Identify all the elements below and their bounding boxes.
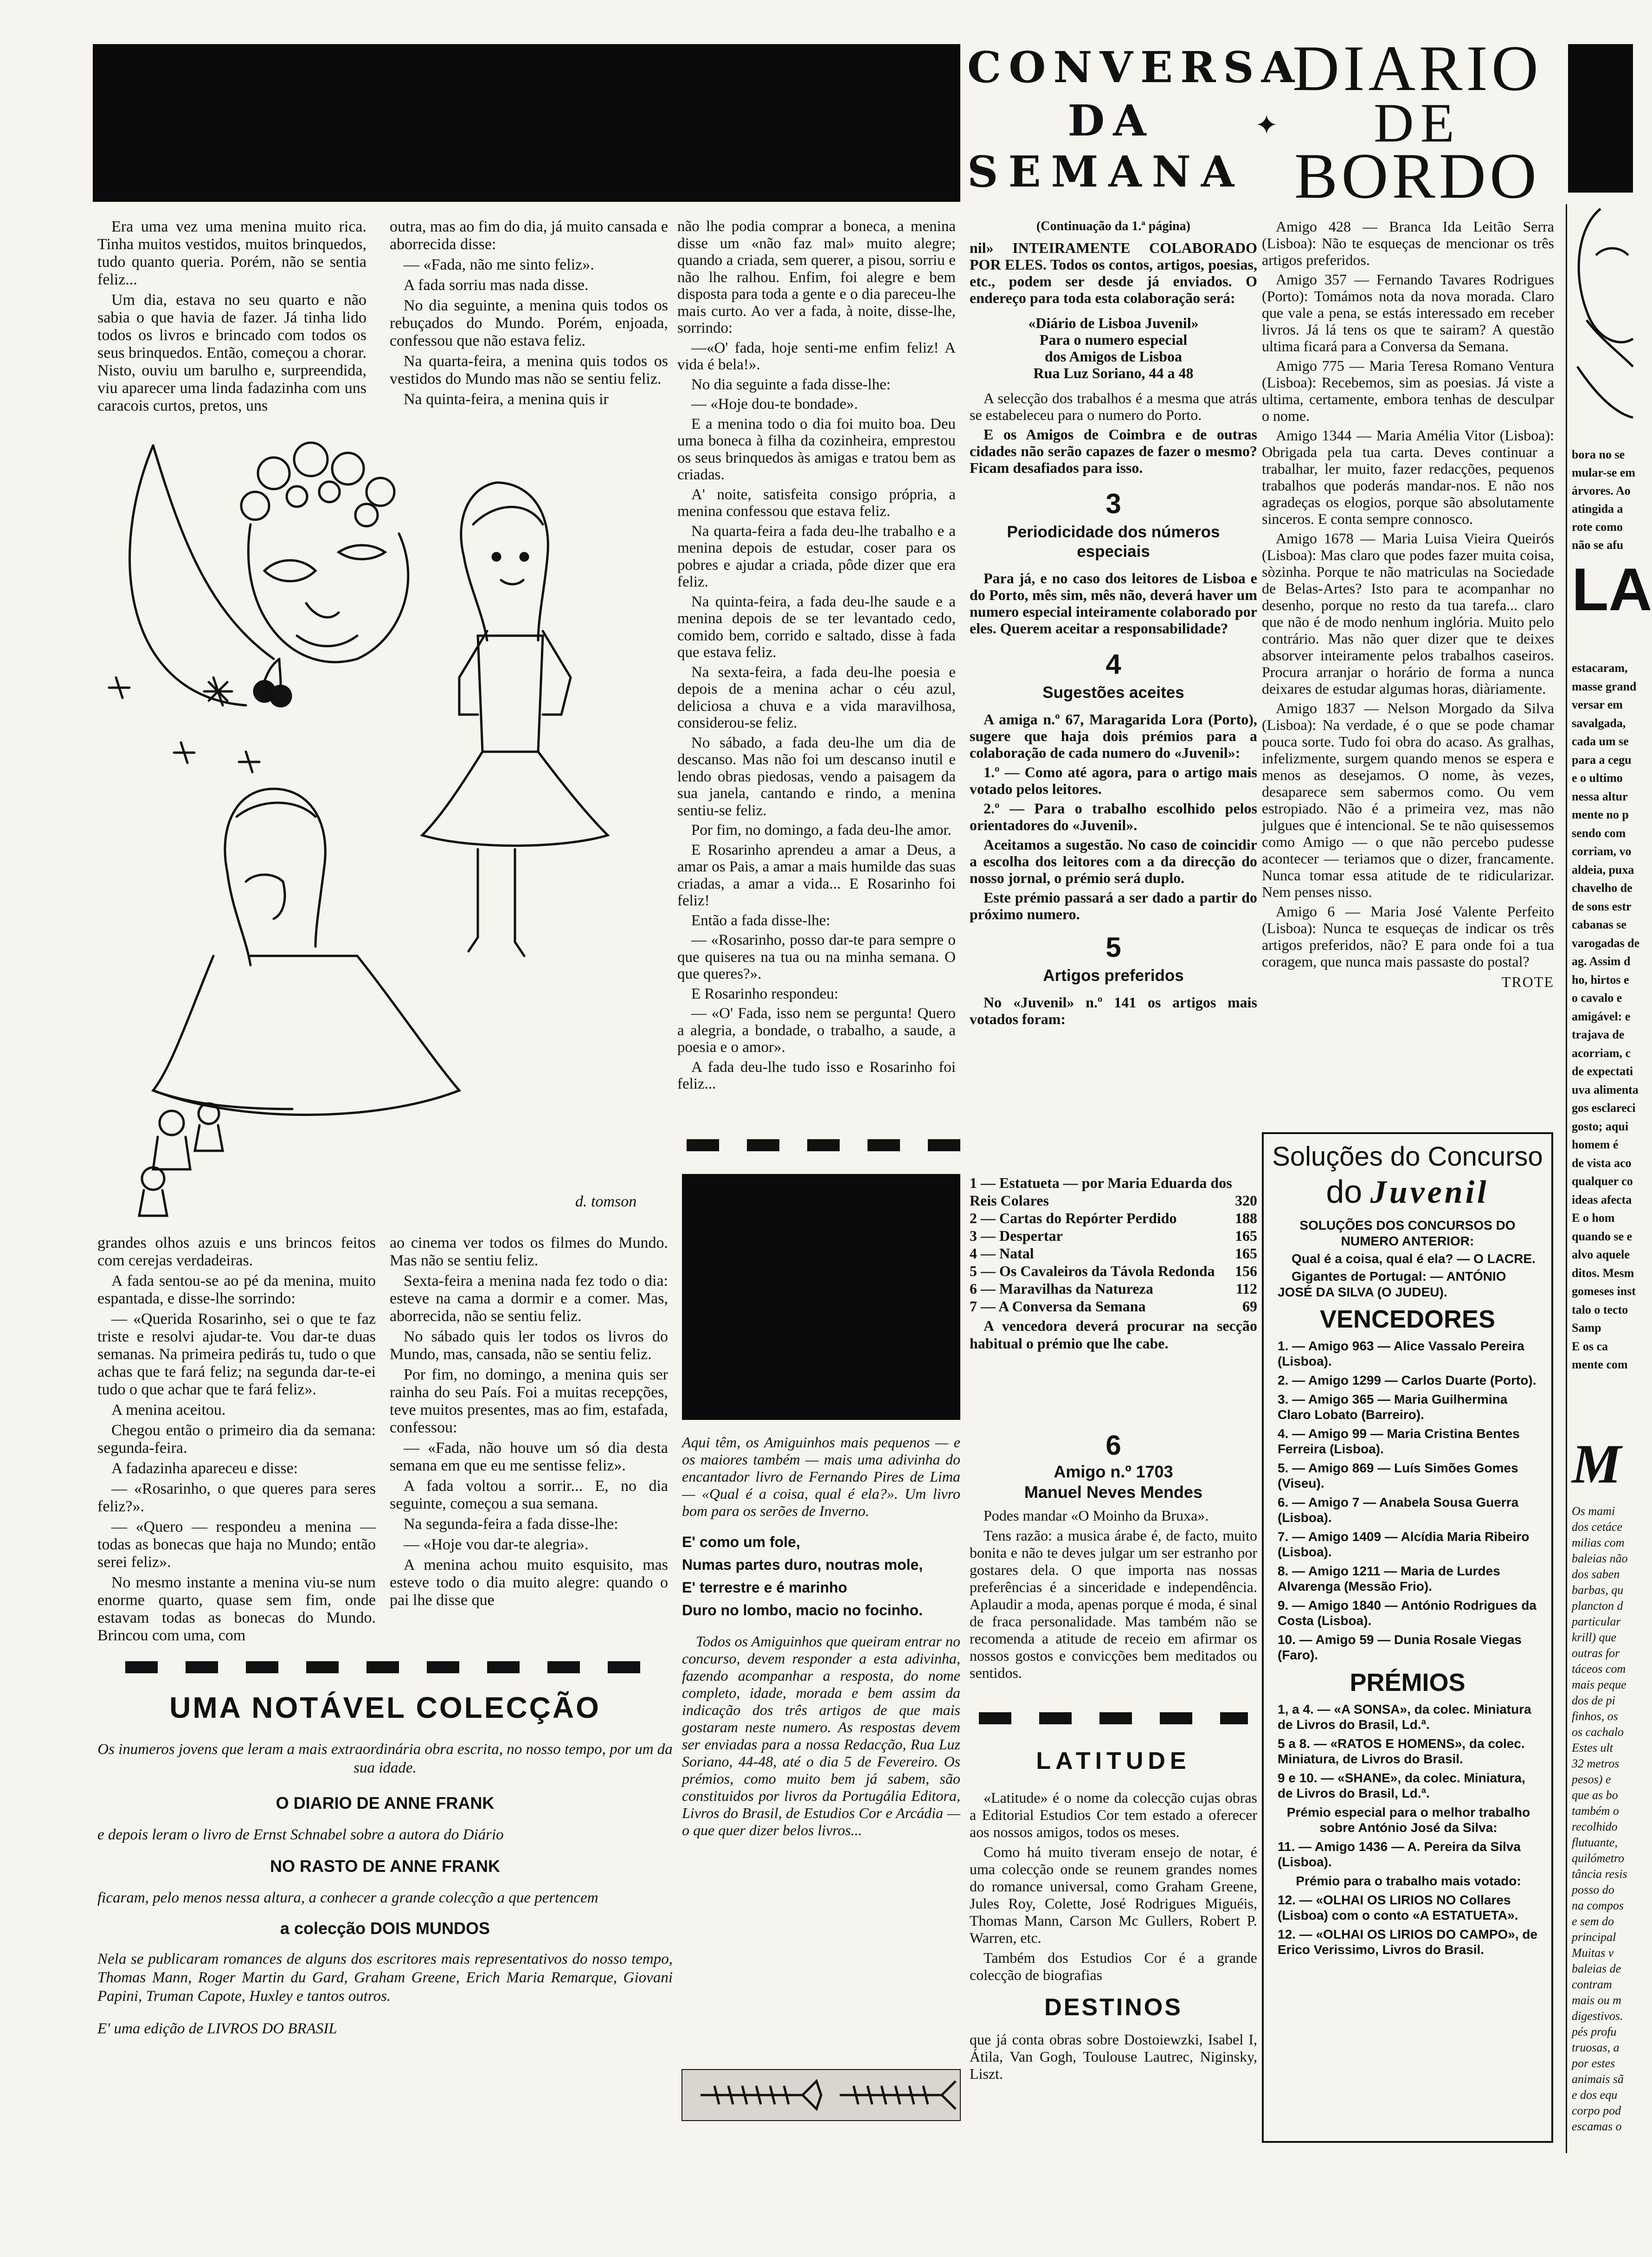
conversa-title-line1: CONVERSA — [967, 42, 1302, 92]
story-col2-top — [390, 218, 668, 411]
edge-line: tância resis — [1572, 1867, 1627, 1881]
edge-line: trajava de — [1572, 1028, 1625, 1041]
edge-line: contram — [1572, 1978, 1612, 1991]
story-col1-top — [97, 218, 366, 418]
solucoes-title-line1: Soluções do Concurso — [1272, 1141, 1543, 1172]
edge-line: ag. Assim d — [1572, 954, 1631, 968]
edge-line: amigável: e — [1572, 1009, 1631, 1023]
story-paragraph: A fada sorriu mas nada disse. — [404, 277, 589, 294]
edge-line: aldeia, puxa — [1572, 863, 1634, 877]
conversa-paragraph: 1.º — Como até agora, para o artigo mais votado pelos leitores. — [970, 764, 1257, 797]
ad-colecao-line1: Os inumeros jovens que leram a mais extraordinária obra escrita, no nosso tempo, por um da sua idade. — [97, 1741, 673, 1776]
solucoes-title-do: do — [1326, 1174, 1363, 1210]
story-paragraph: No dia seguinte, a menina quis todos os rebuçados do Mundo. Porém, enjoada, confessou que não estava feliz. — [390, 297, 668, 349]
edge-line: por estes — [1572, 2057, 1615, 2070]
edge-line: pés profu — [1572, 2025, 1617, 2038]
edge-line: E o hom — [1572, 1211, 1615, 1225]
conversa-paragraph: Tens razão: a musica árabe é, de facto, muito bonita e não te deves julgar um ser estranho por gostares dela. O que importa nas nossas preferências é a sinceridade e independência. Aplaudir a moda, apenas porque é moda, é sinal de fraca personalidade. Mas também não se recomenda a atitude de receio em afirmar os nossos gostos e convicções bem meditados ou sentidos. — [970, 1527, 1257, 1681]
solucoes-title-juvenil: Juvenil — [1370, 1174, 1489, 1210]
edge-line: recolhido — [1572, 1820, 1618, 1833]
edge-line: mular-se em — [1572, 466, 1635, 479]
edge-line: os cachalo — [1572, 1725, 1624, 1739]
story-illustration — [97, 418, 673, 1225]
edge-line: dos cetáce — [1572, 1520, 1623, 1534]
vencedores-title: VENCEDORES — [1319, 1305, 1496, 1333]
edge-line: Estes ult — [1572, 1741, 1613, 1754]
ad-colecao-line4: Nela se publicaram romances de alguns dos escritores mais representativos do nosso tempo, Thomas Mann, Roger Martin du Gard, Graham Greene, Erich Maria Remarque, Giovani Papini, Truman Capote, Huxley e tantos outros. — [97, 1951, 673, 2005]
prize-entry: 9 e 10. — «SHANE», da colec. Miniatura, de Livros do Brasil, Ld.ª. — [1278, 1771, 1525, 1800]
column-rule — [1566, 204, 1567, 2153]
diario-entry: Amigo 1344 — Maria Amélia Vitor (Lisboa): Obrigada pela tua carta. Deves continuar a trabalhar, ler muito, fazer redacções, pequenos trabalhos que poderás mandar-nos. E não nos agradeças os elogios, porque são absolutamente sinceros. E conta sempre connosco. — [1262, 427, 1554, 527]
story-paragraph: — «O' Fada, isso nem se pergunta! Quero a alegria, a bondade, o trabalho, a saude, a poesia e o amor». — [677, 1005, 956, 1056]
vencedores-list — [1278, 1338, 1539, 1663]
section-heading: Sugestões aceites — [1042, 684, 1184, 702]
edge-line: corpo pod — [1572, 2104, 1621, 2117]
edge-line: estacaram, — [1572, 661, 1628, 675]
latitude-paragraph: Como há muito tiveram ensejo de notar, é uma colecção onde se reunem grandes nomes do romance universal, como Graham Greene, Jules Roy, Colette, José Rodrigues Miguéis, Thomas Mann, Carson Mc Gullers, Robert P. Warren, etc. — [970, 1844, 1257, 1946]
edge-line: táceos com — [1572, 1662, 1626, 1676]
diario-entry: Amigo 428 — Branca Ida Leitão Serra (Lisboa): Não te esqueças de mencionar os três artigos preferidos. — [1262, 218, 1554, 268]
edge-line: na compos — [1572, 1899, 1624, 1912]
edge-line: Os mami — [1572, 1504, 1615, 1518]
edge-col-top — [1572, 445, 1633, 554]
edge-line: sendo com — [1572, 826, 1626, 840]
winner-entry: 6. — Amigo 7 — Anabela Sousa Guerra (Lisboa). — [1278, 1495, 1519, 1525]
winner-entry: 1. — Amigo 963 — Alice Vassalo Pereira (Lisboa). — [1278, 1339, 1524, 1368]
ranking-row — [970, 1297, 1257, 1315]
story-paragraph: — «Hoje dou-te bondade». — [691, 396, 858, 413]
adivinha-column — [682, 1434, 960, 1842]
edge-line: também o — [1572, 1804, 1619, 1818]
ranking-label: 3 — Despertar — [970, 1227, 1063, 1244]
ranking-votes: 320 — [1235, 1192, 1257, 1209]
dashed-divider — [125, 1661, 649, 1673]
ranking-votes: 156 — [1235, 1263, 1257, 1279]
story-paragraph: A menina achou muito esquisito, mas esteve todo o dia muito alegre: quando o pai lhe disse que — [390, 1556, 668, 1609]
edge-big-heading: LA — [1572, 555, 1652, 623]
story-paragraph: E a menina todo o dia foi muito boa. Deu uma boneca à filha da cozinheira, emprestou os seus brinquedos às amigas e tratou bem as criadas. — [677, 415, 956, 483]
ad-colecao-line2: e depois leram o livro de Ernst Schnabel sobre a autora do Diário — [97, 1826, 504, 1843]
riddle-line: Duro no lombo, macio no focinho. — [682, 1602, 923, 1619]
ranking-row — [970, 1209, 1257, 1227]
edge-line: outras for — [1572, 1646, 1620, 1660]
edge-line: savalgada, — [1572, 716, 1626, 730]
section-number: 4 — [1106, 649, 1121, 680]
conversa-paragraph: A amiga n.º 67, Maragarida Lora (Porto), sugere que haja dois prémios para a colaboração de cada numero do «Juvenil»: — [970, 711, 1257, 761]
story-col1-bottom — [97, 1234, 376, 1647]
ranking-row — [970, 1262, 1257, 1280]
winner-entry: 2. — Amigo 1299 — Carlos Duarte (Porto). — [1278, 1373, 1536, 1387]
ad-colecao-head1: O DIARIO DE ANNE FRANK — [276, 1793, 495, 1812]
solucoes-box — [1262, 1132, 1553, 2143]
diario-entry: Amigo 6 — Maria José Valente Perfeito (Lisboa): Nunca te esqueças de indicar os três artigos preferidos, não? E para onde foi a tua coragem, que nunca mais passaste do postal? — [1262, 903, 1554, 970]
ranking-row — [970, 1227, 1257, 1245]
story-paragraph: No mesmo instante a menina viu-se num enorme quarto, quase sem fim, onde estavam todas as bonecas do Mundo. Brincou com uma, com — [97, 1574, 376, 1644]
address-line: «Diário de Lisboa Juvenil» — [1028, 315, 1199, 331]
fairy-curls — [241, 443, 394, 526]
conversa-paragraph: Aceitamos a sugestão. No caso de coincidir a escolha dos leitores com a da direcção do nosso jornal, o prémio será duplo. — [970, 836, 1257, 886]
edge-line: árvores. Ao — [1572, 484, 1631, 497]
edge-line: chavelho de — [1572, 881, 1633, 895]
conversa-paragraph: No «Juvenil» n.º 141 os artigos mais votados foram: — [970, 994, 1257, 1027]
story-paragraph: outra, mas ao fim do dia, já muito cansada e aborrecida disse: — [390, 218, 668, 253]
ad-colecao-head2: NO RASTO DE ANNE FRANK — [270, 1857, 501, 1876]
edge-line: quando se e — [1572, 1229, 1633, 1243]
edge-line: de expectati — [1572, 1064, 1633, 1078]
riddle-line: E' terrestre e é marinho — [682, 1579, 848, 1596]
prize-entry: Prémio para o trabalho mais votado: — [1296, 1874, 1521, 1888]
section-number: 5 — [1106, 932, 1121, 963]
story-paragraph: — «Hoje vou dar-te alegria». — [404, 1536, 589, 1553]
story-paragraph: Por fim, no domingo, a menina quis ser rainha do seu País. Foi a muitas recepções, teve muitos presentes, mas ao fim, estafada, confessou: — [390, 1366, 668, 1436]
diario-title-line3: BORDO — [1294, 140, 1541, 212]
edge-line: nessa altur — [1572, 789, 1628, 803]
ranking-list — [970, 1174, 1257, 1352]
prize-entry: Prémio especial para o melhor trabalho sobre António José da Silva: — [1286, 1805, 1530, 1835]
conversa-column — [970, 218, 1257, 1030]
prize-entry: 11. — Amigo 1436 — A. Pereira da Silva (Lisboa). — [1278, 1839, 1521, 1869]
conversa-paragraph: 2.º — Para o trabalho escolhido pelos orientadores do «Juvenil». — [970, 800, 1257, 833]
edge-line: e dos equ — [1572, 2088, 1618, 2102]
section-heading: Manuel Neves Mendes — [1024, 1483, 1203, 1502]
ranking-votes: 165 — [1235, 1227, 1257, 1244]
edge-line: ditos. Mesm — [1572, 1266, 1634, 1280]
solucoes-title-line2 — [1264, 1173, 1551, 1211]
edge-line: atingida a — [1572, 502, 1623, 516]
edge-line: de sons estr — [1572, 899, 1632, 913]
edge-line: bora no se — [1572, 448, 1625, 461]
edge-line: finhos, os — [1572, 1709, 1618, 1723]
edge-line: e sem do — [1572, 1915, 1614, 1928]
ranking-label: 4 — Natal — [970, 1245, 1034, 1262]
edge-line: posso do — [1572, 1883, 1614, 1896]
continuation-note: (Continuação da 1.ª página) — [1036, 219, 1190, 233]
ad-colecao — [97, 1689, 673, 2038]
story-paragraph: A fada deu-lhe tudo isso e Rosarinho foi feliz... — [677, 1058, 956, 1092]
prize-entry: 5 a 8. — «RATOS E HOMENS», da colec. Miniatura, de Livros do Brasil. — [1278, 1736, 1525, 1766]
ranking-row — [970, 1174, 1257, 1209]
address-line: dos Amigos de Lisboa — [1044, 348, 1183, 365]
diario-entry: Amigo 775 — Maria Teresa Romano Ventura (Lisboa): Recebemos, sim as poesias. Já viste a ultima, certamente, embora tenhas de desculpar o nome. — [1262, 357, 1554, 424]
ranking-votes: 69 — [1242, 1298, 1257, 1315]
edge-line: Muitas v — [1572, 1946, 1614, 1960]
ranking-votes: 188 — [1235, 1210, 1257, 1226]
diario-entry: Amigo 1678 — Maria Luisa Vieira Queirós (Lisboa): Mas claro que podes fazer muita coisa, sòzinha. Porque te não matriculas na Sociedade de Belas-Artes? Isto para te acompanhar no desenho, porque no resto da tua tarefa... claro que não é de modo nenhum inglória. Muito pelo contrário. Mas não quer dizer que te deixes absorver inteiramente pelos trabalhos caseiros. Procura arranjar o horário de forma a nunca deixares de estudar algumas horas, diàriamente. — [1262, 530, 1554, 697]
story-paragraph: — «Quero — respondeu a menina — todas as bonecas que haja no Mundo; então serei feliz». — [97, 1518, 376, 1571]
story-paragraph: No dia seguinte a fada disse-lhe: — [691, 376, 891, 393]
winner-entry: 4. — Amigo 99 — Maria Cristina Bentes Ferreira (Lisboa). — [1278, 1426, 1520, 1456]
edge-line: homem é — [1572, 1138, 1619, 1151]
solucoes-answer: Gigantes de Portugal: — ANTÓNIO JOSÉ DA SILVA (O JUDEU). — [1278, 1269, 1506, 1299]
ranking-label: 5 — Os Cavaleiros da Távola Redonda — [970, 1263, 1215, 1279]
latitude-column — [970, 1745, 1257, 2085]
story-paragraph: Sexta-feira a menina nada fez todo o dia: esteve na cama a dormir e a comer. Mas, aborrecida, não se sentiu feliz. — [390, 1272, 668, 1325]
edge-line: dos de pi — [1572, 1694, 1615, 1707]
edge-line: cada um se — [1572, 735, 1629, 748]
edge-line: uva alimenta — [1572, 1083, 1639, 1096]
edge-line: corriam, vo — [1572, 845, 1632, 858]
edge-line: e o ultimo — [1572, 771, 1623, 785]
destinos-title: DESTINOS — [1044, 1994, 1183, 2021]
latitude-paragraph: Também dos Estudios Cor é a grande colecção de biografias — [970, 1949, 1257, 1983]
story-paragraph: Era uma vez uma menina muito rica. Tinha muitos vestidos, muitos brinquedos, tudo quanto queria. Porém, não se sentia feliz... — [97, 218, 366, 288]
edge-line: gos esclareci — [1572, 1101, 1636, 1115]
edge-line: talo o tecto — [1572, 1303, 1628, 1316]
conversa-paragraph: E os Amigos de Coimbra e de outras cidades não serão capazes de fazer o mesmo? Ficam desafiados para isso. — [970, 426, 1257, 476]
edge-line: alvo aquele — [1572, 1248, 1630, 1261]
edge-line: acorriam, c — [1572, 1046, 1631, 1060]
diario-title-line1: DIARIO — [1292, 32, 1542, 104]
edge-line: de vista aco — [1572, 1156, 1632, 1170]
edge-line: digestivos. — [1572, 2009, 1623, 2023]
ad-colecao-title: UMA NOTÁVEL COLECÇÃO — [169, 1691, 601, 1724]
section-heading: Periodicidade dos números especiais — [1007, 523, 1220, 561]
ranking-label: 6 — Maravilhas da Natureza — [970, 1280, 1153, 1297]
conversa-paragraph: Podes mandar «O Moinho da Bruxa». — [983, 1507, 1209, 1524]
star-sparkle-icons — [109, 677, 259, 772]
edge-line: para a cegu — [1572, 753, 1632, 767]
conversa-title-line2: DA — [1067, 96, 1155, 146]
ranking-label: 2 — Cartas do Repórter Perdido — [970, 1210, 1177, 1226]
story-paragraph: — «Rosarinho, o que queres para seres feliz?». — [97, 1480, 376, 1515]
edge-line: Samp — [1572, 1321, 1601, 1335]
fairy-face-outline — [248, 524, 408, 662]
diario-title-line2: DE — [1374, 92, 1461, 154]
story-paragraph: —«O' fada, hoje senti-me enfim feliz! A vida é bela!». — [677, 339, 956, 373]
story-paragraph: Um dia, estava no seu quarto e não sabia o que havia de fazer. Já tinha lido todos os livros e brincado com todos os seus brinquedos. Então, começou a chorar. Nisto, ouviu um barulho e, surpreendida, viu aparecer uma linda fadazinha com uns caracois curtos, pretos, uns — [97, 291, 366, 414]
story-paragraph: Na segunda-feira a fada disse-lhe: — [404, 1515, 618, 1533]
premios-title: PRÉMIOS — [1350, 1669, 1466, 1696]
winner-entry: 9. — Amigo 1840 — António Rodrigues da Costa (Lisboa). — [1278, 1598, 1536, 1628]
edge-big-m: M — [1572, 1433, 1621, 1495]
edge-line: flutuante, — [1572, 1836, 1618, 1849]
edge-face-illustration — [1568, 200, 1633, 422]
conversa-paragraph: Este prémio passará a ser dado a partir do próximo numero. — [970, 889, 1257, 922]
latitude-paragraph: «Latitude» é o nome da colecção cujas obras a Editorial Estudios Cor tem estado a oferecer aos nossos amigos, todos os meses. — [970, 1789, 1257, 1840]
story-paragraph: ao cinema ver todos os filmes do Mundo. Mas não se sentiu feliz. — [390, 1234, 668, 1269]
edge-line: qualquer co — [1572, 1174, 1633, 1188]
story-paragraph: Chegou então o primeiro dia da semana: segunda-feira. — [97, 1422, 376, 1457]
star-ornament-icon: ✦ — [1255, 110, 1279, 141]
conversa-paragraph: nil» INTEIRAMENTE COLABORADO POR ELES. Todos os contos, artigos, poesias, etc., podem ser desde já enviados. O endereço para toda esta colaboração será: — [970, 239, 1257, 306]
winner-entry: 7. — Amigo 1409 — Alcídia Maria Ribeiro (Lisboa). — [1278, 1529, 1530, 1559]
address-line: Para o numero especial — [1039, 331, 1188, 348]
winner-entry: 8. — Amigo 1211 — Maria de Lurdes Alvarenga (Messão Frio). — [1278, 1564, 1500, 1593]
winner-entry: 3. — Amigo 365 — Maria Guilhermina Claro Lobato (Barreiro). — [1278, 1392, 1508, 1422]
story-paragraph: Então a fada disse-lhe: — [691, 912, 830, 929]
girl-standing-figure — [422, 483, 608, 956]
story-paragraph: grandes olhos azuis e uns brincos feitos com cerejas verdadeiras. — [97, 1234, 376, 1269]
story-paragraph: E Rosarinho respondeu: — [691, 985, 839, 1002]
fish-skeleton-logo — [682, 2060, 960, 2130]
diario-entry: Amigo 1837 — Nelson Morgado da Silva (Lisboa): Na verdade, é o que se pode chamar pouca sorte. Tudo foi obra do acaso. As gralhas, infelizmente, surgem quando menos se espera e menos as desejamos. O nome, às vezes, desaparece sem sabermos como. Ou vem estropiado. Não é a primeira vez, mas não julgues que é intencional. Se te não quisessemos como Amigo — o que não percebo pudesse acontecer — teriamos que o dizer, francamente. Nunca tomar essa atitude de te ridicularizar. Nem penses nisso. — [1262, 700, 1554, 900]
top-banner-black — [93, 44, 960, 202]
edge-line: principal — [1572, 1930, 1616, 1944]
edge-line: gosto; aqui — [1572, 1119, 1629, 1133]
story-paragraph: A fada voltou a sorrir... E, no dia seguinte, começou a sua semana. — [390, 1477, 668, 1512]
edge-line: que as bo — [1572, 1788, 1618, 1802]
edge-line: cabanas se — [1572, 918, 1626, 931]
edge-line: ho, hirtos e — [1572, 973, 1629, 987]
edge-line: krill) que — [1572, 1631, 1617, 1644]
prize-entry: 12. — «OLHAI OS LIRIOS DO CAMPO», de Erico Verissimo, Livros do Brasil. — [1278, 1927, 1538, 1957]
dashed-divider — [979, 1712, 1248, 1724]
solucoes-answer: Qual é a coisa, qual é ela? — O LACRE. — [1292, 1251, 1536, 1266]
diario-signature: TROTE — [1501, 974, 1554, 990]
edge-line: baleias não — [1572, 1552, 1628, 1565]
diario-column — [1262, 218, 1554, 990]
solucoes-subtitle: SOLUÇÕES DOS CONCURSOS DO NUMERO ANTERIOR: — [1299, 1218, 1516, 1248]
prize-entry: 12. — «OLHAI OS LIRIOS NO Collares (Lisboa) com o conto «A ESTATUETA». — [1278, 1893, 1518, 1922]
edge-line: mente com — [1572, 1358, 1628, 1371]
story-col3 — [677, 218, 956, 1096]
conversa-title-line3: SEMANA — [967, 147, 1245, 197]
edge-line: 32 metros — [1572, 1757, 1620, 1770]
edge-line: milias com — [1572, 1536, 1625, 1549]
section-number: 3 — [1106, 488, 1121, 519]
ranking-label: 1 — Estatueta — por Maria Eduarda dos Reis Colares — [970, 1174, 1232, 1209]
edge-line: mente no p — [1572, 808, 1629, 821]
edge-line: não se afu — [1572, 538, 1624, 552]
edge-line: animais sã — [1572, 2072, 1624, 2086]
right-edge-black — [1568, 44, 1633, 193]
ranking-votes: 165 — [1235, 1245, 1257, 1262]
edge-line: escamas o — [1572, 2120, 1622, 2133]
conversa-amigo-1703 — [970, 1429, 1257, 1684]
winner-entry: 5. — Amigo 869 — Luís Simões Gomes (Viseu). — [1278, 1461, 1518, 1490]
address-line: Rua Luz Soriano, 44 a 48 — [1033, 365, 1194, 381]
ranking-note: A vencedora deverá procurar na secção habitual o prémio que lhe cabe. — [970, 1317, 1257, 1352]
latitude-title: LATITUDE — [1036, 1748, 1191, 1774]
edge-line: masse grand — [1572, 679, 1637, 693]
story-paragraph: A fadazinha apareceu e disse: — [111, 1460, 298, 1477]
edge-line: ideas afecta — [1572, 1193, 1632, 1206]
conversa-paragraph: A selecção dos trabalhos é a mesma que atrás se estabeleceu para o numero do Porto. — [970, 390, 1257, 423]
edge-line: mais ou m — [1572, 1993, 1621, 2007]
story-paragraph: A menina aceitou. — [111, 1401, 226, 1419]
small-dolls — [139, 1103, 223, 1216]
story-paragraph: não lhe podia comprar a boneca, a menina disse um «não faz mal» muito alegre; quando a criada, sem querer, a pisou, sorriu e não lhe ralhou. Enfim, foi alegre e bem disposta para toda a gente e o dia pareceu-lhe mais curto. Ao ver a fada, à noite, disse-lhe, sorrindo: — [677, 218, 956, 336]
latitude-paragraph: que já conta obras sobre Dostoiewzki, Isabel I, Átila, Van Gogh, Toulouse Lautrec, Niginsky, Liszt. — [970, 2031, 1257, 2082]
edge-line: rote como — [1572, 520, 1623, 534]
fairy-eye-left — [264, 561, 315, 581]
dashed-divider — [687, 1139, 965, 1151]
girl-crying-figure — [153, 789, 459, 1115]
edge-line: baleias de — [1572, 1962, 1621, 1975]
diario-entry: Amigo 357 — Fernando Tavares Rodrigues (Porto): Tomámos nota da nova morada. Claro que vale a pena, se estás interessado em receber livros. Já lá tens os que te sairam? A questão ultima ficará para a Conversa da Semana. — [1262, 271, 1554, 355]
riddle-line: Numas partes duro, noutras mole, — [682, 1556, 923, 1573]
fairy-crescent-shape — [130, 445, 246, 705]
edge-line: pesos) e — [1572, 1773, 1611, 1786]
riddle-line: E' como um fole, — [682, 1534, 800, 1550]
edge-line: o cavalo e — [1572, 991, 1622, 1005]
fairy-eye-right — [339, 545, 385, 559]
edge-line: varogadas de — [1572, 936, 1640, 950]
edge-line: particular — [1572, 1615, 1621, 1628]
story-paragraph: Na quinta-feira, a menina quis ir — [404, 391, 609, 408]
adivinha-rules: Todos os Amiguinhos que queiram entrar no concurso, devem responder a esta adivinha, fazendo acompanhar a resposta, do nome completo, idade, morada e bem assim da indicação dos três artigos de que mais gostaram neste numero. As respostas devem ser enviadas para a nossa Redacção, Rua Luz Soriano, 44-48, até o dia 5 de Fevereiro. Os prémios, como muito bem já sabem, são constituidos por livros da Portugália Editora, Livros do Brasil, de Estudios Cor e Arcádia — o que quer dizer belos livros... — [682, 1633, 960, 1838]
story-paragraph: A fada sentou-se ao pé da menina, muito espantada, e disse-lhe sorrindo: — [97, 1272, 376, 1307]
adivinha-intro: Aqui têm, os Amiguinhos mais pequenos — e os maiores também — mais uma adivinha do encantador livro de Fernando Pires de Lima — «Qual é a coisa, qual é ela?». Um livro bom para os serões de Inverno. — [682, 1434, 960, 1519]
ad-colecao-line5: E' uma edição de LIVROS DO BRASIL — [97, 2020, 337, 2037]
story-paragraph: — «Fada, não me sinto feliz». — [404, 256, 594, 273]
illustration-signature: d. tomson — [575, 1193, 637, 1210]
story-paragraph: Na quinta-feira, a fada deu-lhe saude e a menina depois de se ter levantado cedo, comido bem, corrido e saltado, disse à fada que estava feliz. — [677, 593, 956, 661]
story-paragraph: A' noite, satisfeita consigo própria, a menina confessou que estava feliz. — [677, 486, 956, 520]
edge-line: barbas, qu — [1572, 1583, 1624, 1597]
edge-line: mais peque — [1572, 1678, 1626, 1691]
story-paragraph: No sábado quis ler todos os livros do Mundo, mas, cansada, não se sentiu feliz. — [390, 1328, 668, 1363]
ad-colecao-line3: ficaram, pelo menos nessa altura, a conhecer a grande colecção a que pertencem — [97, 1889, 598, 1906]
edge-line: E os ca — [1572, 1339, 1608, 1353]
edge-line: truosas, a — [1572, 2041, 1620, 2054]
edge-line: versar em — [1572, 698, 1623, 711]
conversa-paragraph: Para já, e no caso dos leitores de Lisboa e do Porto, mês sim, mês não, deverá haver um numero especial inteiramente colaborado por eles. Querem aceitar a responsabilidade? — [970, 570, 1257, 637]
section-heading: Amigo n.º 1703 — [1054, 1462, 1173, 1481]
riddle-image-black — [682, 1174, 960, 1420]
story-paragraph: E Rosarinho aprendeu a amar a Deus, a amar os Pais, a amar a mais humilde das suas criadas, a amar a vida... E Rosarinho foi feliz! — [677, 841, 956, 909]
edge-col-mid — [1572, 659, 1640, 1374]
ranking-votes: 112 — [1235, 1280, 1257, 1297]
story-paragraph: — «Rosarinho, posso dar-te para sempre o que quiseres na tua ou na minha semana. O que queres?». — [677, 932, 956, 982]
edge-col-bot — [1572, 1503, 1633, 2134]
ranking-row — [970, 1245, 1257, 1262]
ranking-label: 7 — A Conversa da Semana — [970, 1298, 1146, 1315]
story-paragraph: Por fim, no domingo, a fada deu-lhe amor. — [691, 822, 951, 838]
section-heading: Artigos preferidos — [1043, 967, 1184, 985]
story-col2-bottom — [390, 1234, 668, 1612]
story-paragraph: — «Querida Rosarinho, sei o que te faz triste e resolvi ajudar-te. Vou dar-te duas semanas. Na primeira pedirás tu, tudo o que achas que te fará feliz; na segunda dar-te-ei tudo o que achar que te fará feliz». — [97, 1310, 376, 1398]
ranking-row — [970, 1280, 1257, 1297]
prize-entry: 1, a 4. — «A SONSA», da colec. Miniatura de Livros do Brasil, Ld.ª. — [1278, 1702, 1531, 1732]
edge-line: quilómetro — [1572, 1851, 1625, 1865]
section-number: 6 — [1106, 1430, 1121, 1461]
winner-entry: 10. — Amigo 59 — Dunia Rosale Viegas (Faro). — [1278, 1632, 1522, 1662]
edge-line: plancton d — [1572, 1599, 1623, 1612]
story-paragraph: Na sexta-feira, a fada deu-lhe poesia e depois de a menina achar o céu azul, deliciosa a chuva e a vida maravilhosa, considerou-se feliz. — [677, 664, 956, 731]
edge-line: gomeses inst — [1572, 1284, 1636, 1298]
edge-line: dos saben — [1572, 1567, 1620, 1581]
story-paragraph: Na quarta-feira, a menina quis todos os vestidos do Mundo mas não se sentiu feliz. — [390, 353, 668, 387]
story-paragraph: Na quarta-feira a fada deu-lhe trabalho e a menina depois de estudar, coser para os pobres e ajudar a criada, pôde dizer que era feliz. — [677, 522, 956, 590]
story-paragraph: — «Fada, não houve um só dia desta semana em que eu me sentisse feliz». — [390, 1439, 668, 1474]
story-paragraph: No sábado, a fada deu-lhe um dia de descanso. Mas não foi um descanso inutil e lendo obras piedosas, vendo a paisagem da sua janela, cantando e rindo, a menina sentiu-se feliz. — [677, 734, 956, 819]
ad-colecao-head3: a colecção DOIS MUNDOS — [280, 1919, 490, 1938]
premios-list — [1278, 1702, 1539, 1957]
